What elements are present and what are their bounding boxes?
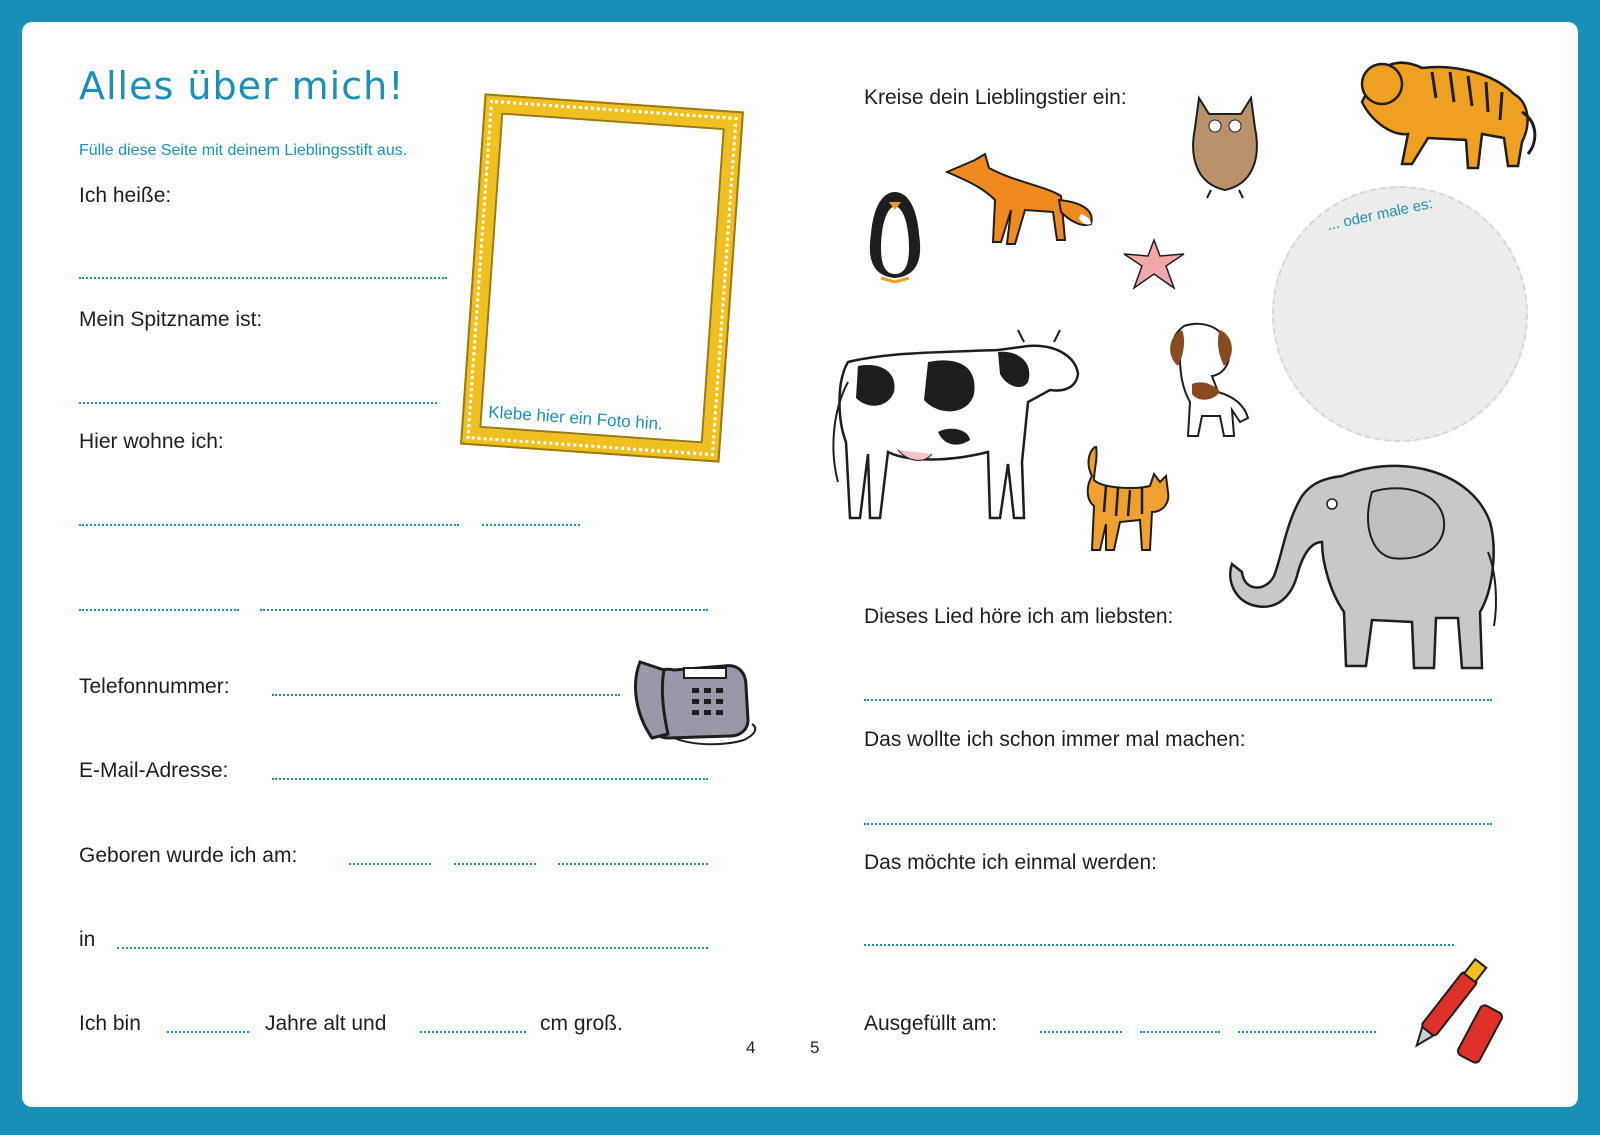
photo-caption: Klebe hier ein Foto hin. <box>487 402 664 434</box>
email-field[interactable] <box>272 778 708 780</box>
name-label: Ich heiße: <box>79 184 172 207</box>
age-middle: Jahre alt und <box>265 1012 387 1035</box>
song-field[interactable] <box>864 699 1492 701</box>
telephone-icon <box>634 642 764 750</box>
postcode-field[interactable] <box>79 609 239 611</box>
email-label: E-Mail-Adresse: <box>79 759 229 782</box>
phone-label: Telefonnummer: <box>79 675 230 698</box>
filled-year-field[interactable] <box>1238 1031 1376 1033</box>
filled-month-field[interactable] <box>1140 1031 1220 1033</box>
birthdate-label: Geboren wurde ich am: <box>79 844 298 867</box>
instruction-text: Fülle diese Seite mit deinem Lieblingsstift aus. <box>79 142 408 159</box>
birthplace-field[interactable] <box>117 947 708 949</box>
nickname-field[interactable] <box>79 402 437 404</box>
dog-icon[interactable] <box>1162 322 1254 440</box>
elephant-icon[interactable] <box>1222 442 1512 678</box>
filled-day-field[interactable] <box>1040 1031 1122 1033</box>
birthplace-label: in <box>79 928 96 951</box>
address-label: Hier wohne ich: <box>79 430 224 453</box>
photo-frame[interactable] <box>460 93 744 462</box>
wish-field[interactable] <box>864 823 1492 825</box>
tiger-icon[interactable] <box>1332 42 1542 182</box>
house-number-field[interactable] <box>482 524 580 526</box>
phone-field[interactable] <box>272 694 620 696</box>
fountain-pen-icon <box>1394 936 1514 1066</box>
owl-icon[interactable] <box>1185 88 1265 200</box>
drawing-circle[interactable] <box>1272 186 1528 442</box>
height-field[interactable] <box>420 1031 526 1033</box>
animal-label: Kreise dein Lieblingstier ein: <box>864 86 1127 109</box>
book-spread <box>22 22 1578 1107</box>
birth-day-field[interactable] <box>349 863 431 865</box>
age-suffix: cm groß. <box>540 1012 623 1035</box>
cat-icon[interactable] <box>1072 446 1182 556</box>
wish-label: Das wollte ich schon immer mal machen: <box>864 728 1246 751</box>
filled-date-label: Ausgefüllt am: <box>864 1012 998 1035</box>
penguin-icon[interactable] <box>865 190 925 288</box>
career-field[interactable] <box>864 944 1454 946</box>
city-field[interactable] <box>260 609 708 611</box>
page-number-right: 5 <box>810 1038 820 1057</box>
page-number-left: 4 <box>746 1038 756 1057</box>
cow-icon[interactable] <box>828 322 1088 532</box>
birth-month-field[interactable] <box>454 863 536 865</box>
street-field[interactable] <box>79 524 459 526</box>
age-field[interactable] <box>167 1031 249 1033</box>
name-field[interactable] <box>79 277 447 279</box>
nickname-label: Mein Spitzname ist: <box>79 308 263 331</box>
draw-caption: ... oder male es: <box>1325 195 1435 234</box>
page-title: Alles über mich! <box>79 64 405 108</box>
age-prefix: Ich bin <box>79 1012 141 1035</box>
song-label: Dieses Lied höre ich am liebsten: <box>864 605 1174 628</box>
starfish-icon[interactable] <box>1122 238 1186 290</box>
career-label: Das möchte ich einmal werden: <box>864 851 1157 874</box>
birth-year-field[interactable] <box>558 863 708 865</box>
fox-icon[interactable] <box>945 150 1095 252</box>
